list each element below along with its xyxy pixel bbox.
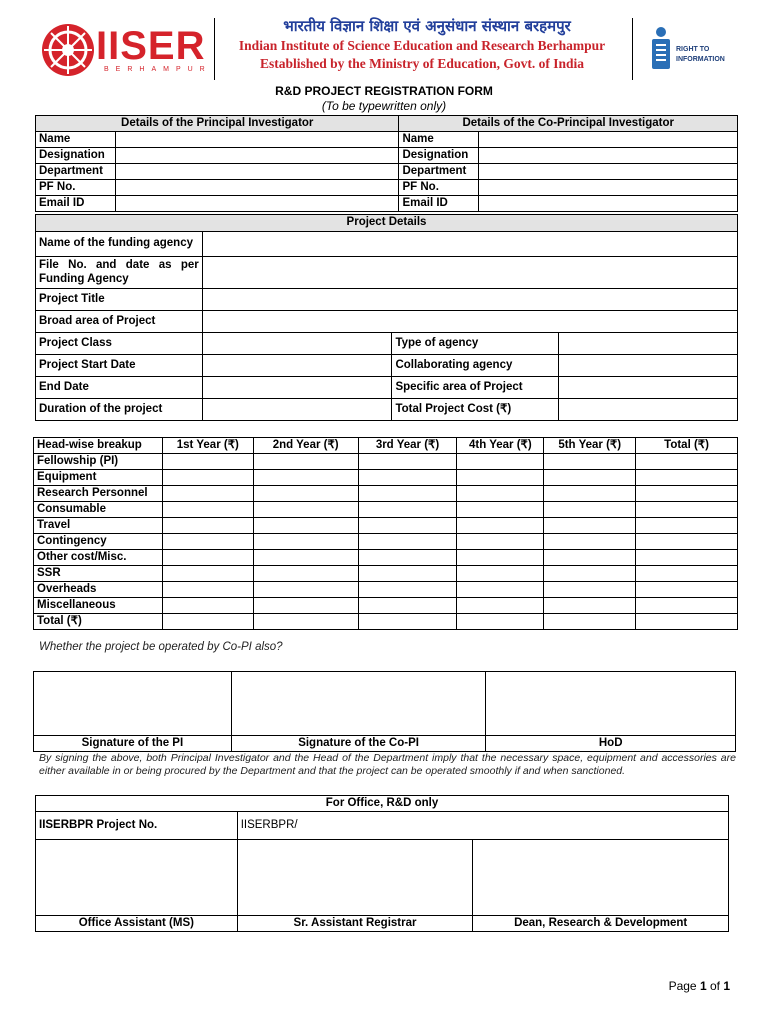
pi-designation-field[interactable] xyxy=(115,148,398,164)
budget-cell[interactable] xyxy=(162,486,253,502)
form-title: R&D PROJECT REGISTRATION FORM xyxy=(275,84,493,98)
copi-signature-label: Signature of the Co-PI xyxy=(231,736,486,752)
project-title-field[interactable] xyxy=(202,289,737,311)
copi-header: Details of the Co-Principal Investigator xyxy=(399,116,738,132)
budget-cell[interactable] xyxy=(253,566,358,582)
budget-cell[interactable] xyxy=(457,534,544,550)
header-divider-right xyxy=(632,18,633,80)
budget-cell[interactable] xyxy=(358,534,457,550)
dean-label: Dean, Research & Development xyxy=(473,916,729,932)
budget-cell[interactable] xyxy=(162,534,253,550)
budget-cell[interactable] xyxy=(358,614,457,630)
copi-name-label: Name xyxy=(399,132,479,148)
investigators-table xyxy=(35,115,738,212)
copi-signature-box[interactable] xyxy=(231,672,486,736)
pi-signature-box[interactable] xyxy=(34,672,232,736)
broad-area-label: Broad area of Project xyxy=(36,311,203,333)
emblem-icon xyxy=(40,22,96,78)
rti-text-line2: INFORMATION xyxy=(676,56,725,63)
agency-type-label: Type of agency xyxy=(392,333,559,355)
institute-logo xyxy=(40,22,218,78)
copi-operation-question: Whether the project be operated by Co-PI also? xyxy=(39,641,283,653)
institute-name: Indian Institute of Science Education and Research Berhampur xyxy=(238,38,606,53)
page-current: 1 xyxy=(699,979,707,993)
budget-col-year1: 1st Year (₹) xyxy=(162,438,253,454)
collaborating-agency-field[interactable] xyxy=(559,355,738,377)
budget-row-label: SSR xyxy=(34,566,163,582)
total-cost-field[interactable] xyxy=(559,399,738,421)
budget-col-total: Total (₹) xyxy=(636,438,738,454)
pi-designation-label: Designation xyxy=(36,148,116,164)
budget-cell[interactable] xyxy=(358,470,457,486)
copi-department-field[interactable] xyxy=(479,164,738,180)
budget-row-label: Travel xyxy=(34,518,163,534)
budget-row-label: Overheads xyxy=(34,582,163,598)
declaration-text: By signing the above, both Principal Investigator and the Head of the Department imply that the necessary space, equipment and accessories are either available in or being procured by the Department and that the project can be operated smoothly if and when sanctioned. xyxy=(39,752,736,778)
budget-row-label: Total (₹) xyxy=(34,614,163,630)
budget-cell[interactable] xyxy=(253,502,358,518)
budget-cell[interactable] xyxy=(636,518,738,534)
budget-cell[interactable] xyxy=(457,598,544,614)
pi-signature-label: Signature of the PI xyxy=(34,736,232,752)
budget-cell[interactable] xyxy=(457,454,544,470)
rti-logo xyxy=(650,26,740,72)
budget-col-year3: 3rd Year (₹) xyxy=(358,438,457,454)
start-date-label: Project Start Date xyxy=(36,355,203,377)
budget-row-label: Research Personnel xyxy=(34,486,163,502)
project-no-label: IISERBPR Project No. xyxy=(36,812,238,840)
budget-cell[interactable] xyxy=(253,486,358,502)
budget-row xyxy=(34,534,738,550)
budget-cell[interactable] xyxy=(253,470,358,486)
budget-row xyxy=(34,582,738,598)
office-assistant-signature-box[interactable] xyxy=(36,840,238,916)
budget-row-label: Equipment xyxy=(34,470,163,486)
pi-email-field[interactable] xyxy=(115,196,398,212)
start-date-field[interactable] xyxy=(202,355,392,377)
pi-name-field[interactable] xyxy=(115,132,398,148)
budget-cell[interactable] xyxy=(636,582,738,598)
office-assistant-label: Office Assistant (MS) xyxy=(36,916,238,932)
budget-cell[interactable] xyxy=(358,502,457,518)
budget-cell[interactable] xyxy=(253,598,358,614)
pi-department-field[interactable] xyxy=(115,164,398,180)
copi-pfno-label: PF No. xyxy=(399,180,479,196)
budget-row xyxy=(34,470,738,486)
budget-cell[interactable] xyxy=(253,454,358,470)
funding-agency-label: Name of the funding agency xyxy=(36,232,203,257)
copi-email-label: Email ID xyxy=(399,196,479,212)
budget-cell[interactable] xyxy=(636,550,738,566)
budget-cell[interactable] xyxy=(457,486,544,502)
pi-pfno-field[interactable] xyxy=(115,180,398,196)
file-no-field[interactable] xyxy=(202,257,737,289)
budget-cell[interactable] xyxy=(457,502,544,518)
budget-row-label: Other cost/Misc. xyxy=(34,550,163,566)
logo-subtext: BERHAMPUR xyxy=(104,66,212,73)
broad-area-field[interactable] xyxy=(202,311,737,333)
budget-cell[interactable] xyxy=(636,486,738,502)
page-mid: of xyxy=(706,979,724,993)
budget-cell[interactable] xyxy=(358,454,457,470)
budget-cell[interactable] xyxy=(636,502,738,518)
copi-email-field[interactable] xyxy=(479,196,738,212)
copi-designation-field[interactable] xyxy=(479,148,738,164)
budget-cell[interactable] xyxy=(544,486,636,502)
hod-signature-box[interactable] xyxy=(486,672,736,736)
budget-cell[interactable] xyxy=(457,550,544,566)
budget-cell[interactable] xyxy=(253,550,358,566)
file-no-label: File No. and date as per Funding Agency xyxy=(36,257,203,289)
office-header: For Office, R&D only xyxy=(36,796,729,812)
budget-cell[interactable] xyxy=(636,566,738,582)
budget-row xyxy=(34,454,738,470)
budget-cell[interactable] xyxy=(162,550,253,566)
dean-signature-box[interactable] xyxy=(473,840,729,916)
budget-rows xyxy=(34,454,738,630)
budget-cell[interactable] xyxy=(162,454,253,470)
budget-row xyxy=(34,550,738,566)
copi-department-label: Department xyxy=(399,164,479,180)
budget-col-head: Head-wise breakup xyxy=(34,438,163,454)
rti-text-line1: RIGHT TO xyxy=(676,46,710,53)
page-prefix: Page xyxy=(668,979,700,993)
budget-cell[interactable] xyxy=(636,614,738,630)
budget-cell[interactable] xyxy=(457,582,544,598)
budget-cell[interactable] xyxy=(358,582,457,598)
budget-row-label: Fellowship (PI) xyxy=(34,454,163,470)
project-class-label: Project Class xyxy=(36,333,203,355)
project-class-field[interactable] xyxy=(202,333,392,355)
specific-area-label: Specific area of Project xyxy=(392,377,559,399)
agency-type-field[interactable] xyxy=(559,333,738,355)
duration-field[interactable] xyxy=(202,399,392,421)
budget-cell[interactable] xyxy=(544,518,636,534)
form-subtitle: (To be typewritten only) xyxy=(321,99,447,113)
pi-department-label: Department xyxy=(36,164,116,180)
logo-text: IISER xyxy=(96,24,206,68)
budget-cell[interactable] xyxy=(544,502,636,518)
budget-row xyxy=(34,598,738,614)
budget-cell[interactable] xyxy=(544,534,636,550)
specific-area-field[interactable] xyxy=(559,377,738,399)
budget-cell[interactable] xyxy=(162,470,253,486)
budget-cell[interactable] xyxy=(544,454,636,470)
office-table xyxy=(35,795,729,932)
budget-cell[interactable] xyxy=(457,566,544,582)
budget-cell[interactable] xyxy=(358,566,457,582)
budget-cell[interactable] xyxy=(457,614,544,630)
budget-row xyxy=(34,518,738,534)
project-no-field[interactable]: IISERBPR/ xyxy=(237,812,728,840)
budget-row xyxy=(34,502,738,518)
budget-cell[interactable] xyxy=(544,614,636,630)
budget-cell[interactable] xyxy=(636,534,738,550)
budget-row xyxy=(34,614,738,630)
budget-cell[interactable] xyxy=(636,454,738,470)
rti-icon xyxy=(650,26,672,70)
pi-name-label: Name xyxy=(36,132,116,148)
end-date-label: End Date xyxy=(36,377,203,399)
budget-col-year2: 2nd Year (₹) xyxy=(253,438,358,454)
budget-row-label: Consumable xyxy=(34,502,163,518)
budget-cell[interactable] xyxy=(162,598,253,614)
budget-cell[interactable] xyxy=(162,502,253,518)
pi-email-label: Email ID xyxy=(36,196,116,212)
pi-pfno-label: PF No. xyxy=(36,180,116,196)
sr-registrar-signature-box[interactable] xyxy=(237,840,473,916)
budget-cell[interactable] xyxy=(544,550,636,566)
budget-cell[interactable] xyxy=(457,470,544,486)
copi-name-field[interactable] xyxy=(479,132,738,148)
budget-cell[interactable] xyxy=(358,598,457,614)
budget-cell[interactable] xyxy=(162,582,253,598)
budget-cell[interactable] xyxy=(636,470,738,486)
hindi-institute-name: भारतीय विज्ञान शिक्षा एवं अनुसंधान संस्थान बरहमपुर xyxy=(283,17,571,35)
budget-cell[interactable] xyxy=(162,614,253,630)
project-details-header: Project Details xyxy=(36,215,738,232)
funding-agency-field[interactable] xyxy=(202,232,737,257)
page-number xyxy=(669,979,730,993)
budget-cell[interactable] xyxy=(358,486,457,502)
end-date-field[interactable] xyxy=(202,377,392,399)
budget-row xyxy=(34,566,738,582)
budget-cell[interactable] xyxy=(253,614,358,630)
signature-table xyxy=(33,671,736,752)
budget-cell[interactable] xyxy=(544,470,636,486)
project-title-label: Project Title xyxy=(36,289,203,311)
budget-cell[interactable] xyxy=(358,518,457,534)
budget-cell[interactable] xyxy=(162,518,253,534)
budget-cell[interactable] xyxy=(544,566,636,582)
budget-cell[interactable] xyxy=(253,534,358,550)
copi-pfno-field[interactable] xyxy=(479,180,738,196)
budget-cell[interactable] xyxy=(358,550,457,566)
hod-signature-label: HoD xyxy=(486,736,736,752)
header-divider-left xyxy=(214,18,215,80)
budget-row xyxy=(34,486,738,502)
budget-cell[interactable] xyxy=(457,518,544,534)
budget-cell[interactable] xyxy=(636,598,738,614)
sr-registrar-label: Sr. Assistant Registrar xyxy=(237,916,473,932)
total-cost-label: Total Project Cost (₹) xyxy=(392,399,559,421)
duration-label: Duration of the project xyxy=(36,399,203,421)
budget-cell[interactable] xyxy=(253,518,358,534)
budget-row-label: Contingency xyxy=(34,534,163,550)
budget-cell[interactable] xyxy=(544,582,636,598)
ministry-line: Established by the Ministry of Education, Govt. of India xyxy=(259,56,585,71)
budget-col-year5: 5th Year (₹) xyxy=(544,438,636,454)
budget-cell[interactable] xyxy=(253,582,358,598)
pi-header: Details of the Principal Investigator xyxy=(36,116,399,132)
budget-cell[interactable] xyxy=(544,598,636,614)
budget-row-label: Miscellaneous xyxy=(34,598,163,614)
budget-table xyxy=(33,437,738,630)
page-total: 1 xyxy=(723,979,730,993)
budget-cell[interactable] xyxy=(162,566,253,582)
project-details-table xyxy=(35,214,738,421)
budget-col-year4: 4th Year (₹) xyxy=(457,438,544,454)
copi-designation-label: Designation xyxy=(399,148,479,164)
collaborating-agency-label: Collaborating agency xyxy=(392,355,559,377)
